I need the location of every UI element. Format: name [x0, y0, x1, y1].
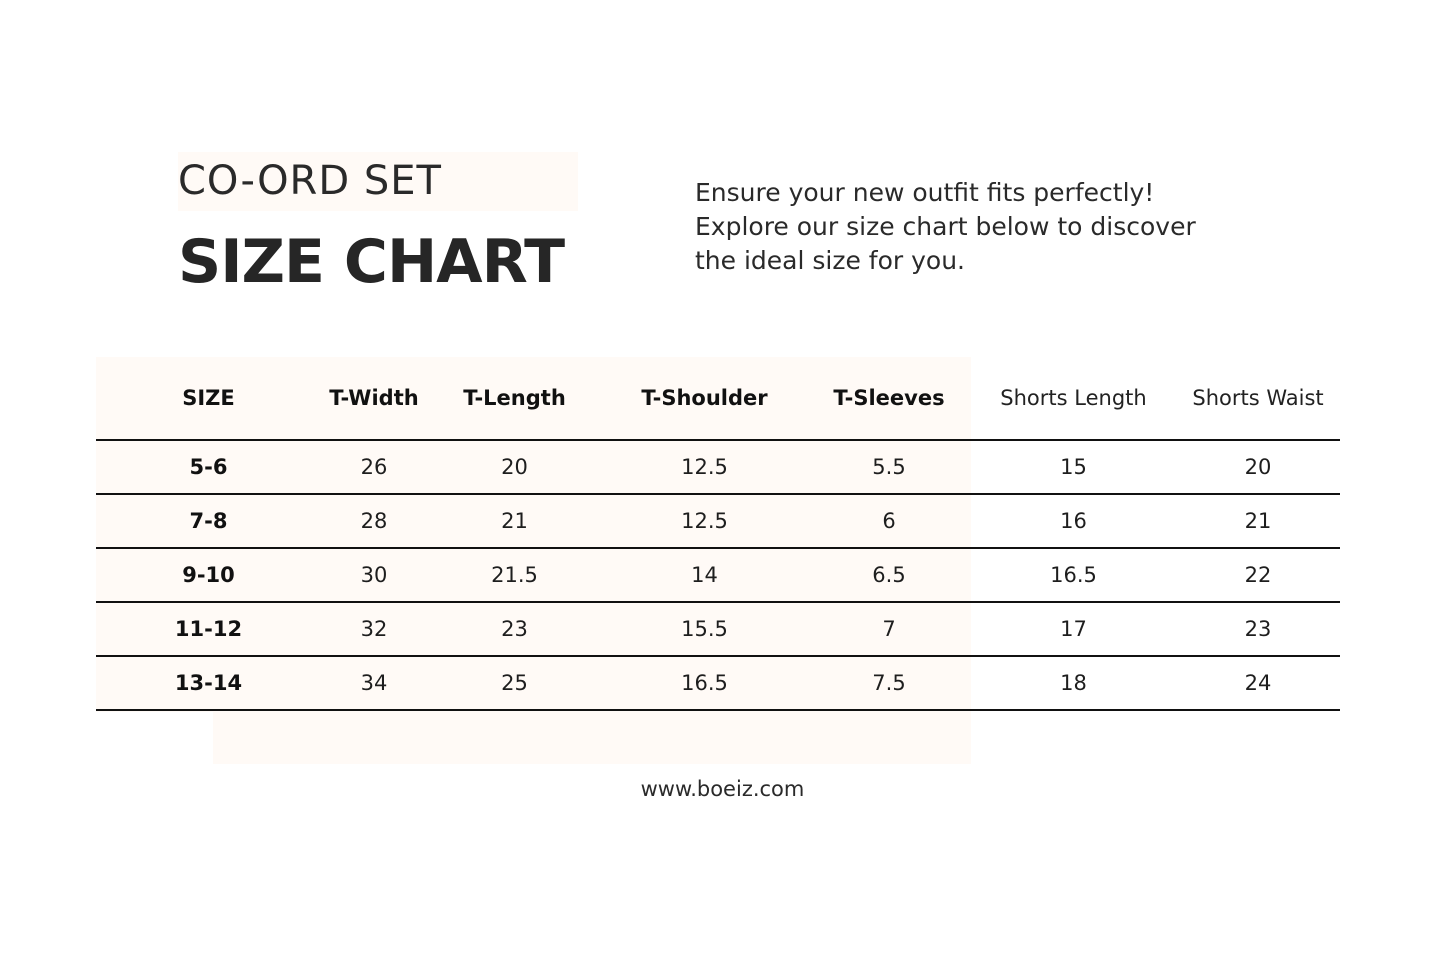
table-row — [96, 548, 1340, 602]
website-url: www.boeiz.com — [640, 777, 805, 801]
size-table — [96, 357, 1340, 711]
intro-line: Explore our size chart below to discover — [695, 212, 1196, 241]
table-cell: 23 — [1176, 602, 1340, 656]
table-cell: 34 — [321, 656, 427, 710]
intro-text — [695, 176, 1315, 278]
table-cell: 21.5 — [427, 548, 602, 602]
table-header-row — [96, 357, 1340, 440]
table-cell: 23 — [427, 602, 602, 656]
table-cell: 28 — [321, 494, 427, 548]
table-cell: 22 — [1176, 548, 1340, 602]
size-cell: 5-6 — [96, 440, 321, 494]
table-cell: 15 — [971, 440, 1176, 494]
table-row — [96, 494, 1340, 548]
table-cell: 25 — [427, 656, 602, 710]
table-cell: 26 — [321, 440, 427, 494]
table-cell: 16.5 — [602, 656, 807, 710]
table-cell: 20 — [427, 440, 602, 494]
table-cell: 20 — [1176, 440, 1340, 494]
column-header-shorts-length: Shorts Length — [971, 357, 1176, 440]
table-background-tint-tail — [213, 711, 971, 764]
column-header-t-width: T-Width — [321, 357, 427, 440]
intro-line: Ensure your new outfit fits perfectly! — [695, 178, 1155, 207]
column-header-shorts-waist: Shorts Waist — [1176, 357, 1340, 440]
table-cell: 7 — [807, 602, 971, 656]
table-cell: 21 — [427, 494, 602, 548]
table-cell: 17 — [971, 602, 1176, 656]
table-cell: 5.5 — [807, 440, 971, 494]
table-row — [96, 602, 1340, 656]
table-cell: 18 — [971, 656, 1176, 710]
table-cell: 30 — [321, 548, 427, 602]
table-cell: 15.5 — [602, 602, 807, 656]
table-cell: 16 — [971, 494, 1176, 548]
table-cell: 24 — [1176, 656, 1340, 710]
table-cell: 6 — [807, 494, 971, 548]
table-cell: 12.5 — [602, 494, 807, 548]
column-header-t-sleeves: T-Sleeves — [807, 357, 971, 440]
column-header-t-shoulder: T-Shoulder — [602, 357, 807, 440]
page-title: SIZE CHART — [178, 227, 565, 297]
table-cell: 21 — [1176, 494, 1340, 548]
page-subtitle: CO-ORD SET — [178, 158, 442, 204]
intro-line: the ideal size for you. — [695, 246, 966, 275]
column-header-t-length: T-Length — [427, 357, 602, 440]
table-cell: 16.5 — [971, 548, 1176, 602]
size-cell: 9-10 — [96, 548, 321, 602]
size-cell: 13-14 — [96, 656, 321, 710]
table-cell: 6.5 — [807, 548, 971, 602]
table-row — [96, 440, 1340, 494]
table-row — [96, 656, 1340, 710]
size-cell: 7-8 — [96, 494, 321, 548]
table-cell: 12.5 — [602, 440, 807, 494]
table-cell: 14 — [602, 548, 807, 602]
size-cell: 11-12 — [96, 602, 321, 656]
table-cell: 32 — [321, 602, 427, 656]
column-header-size: SIZE — [96, 357, 321, 440]
table-cell: 7.5 — [807, 656, 971, 710]
